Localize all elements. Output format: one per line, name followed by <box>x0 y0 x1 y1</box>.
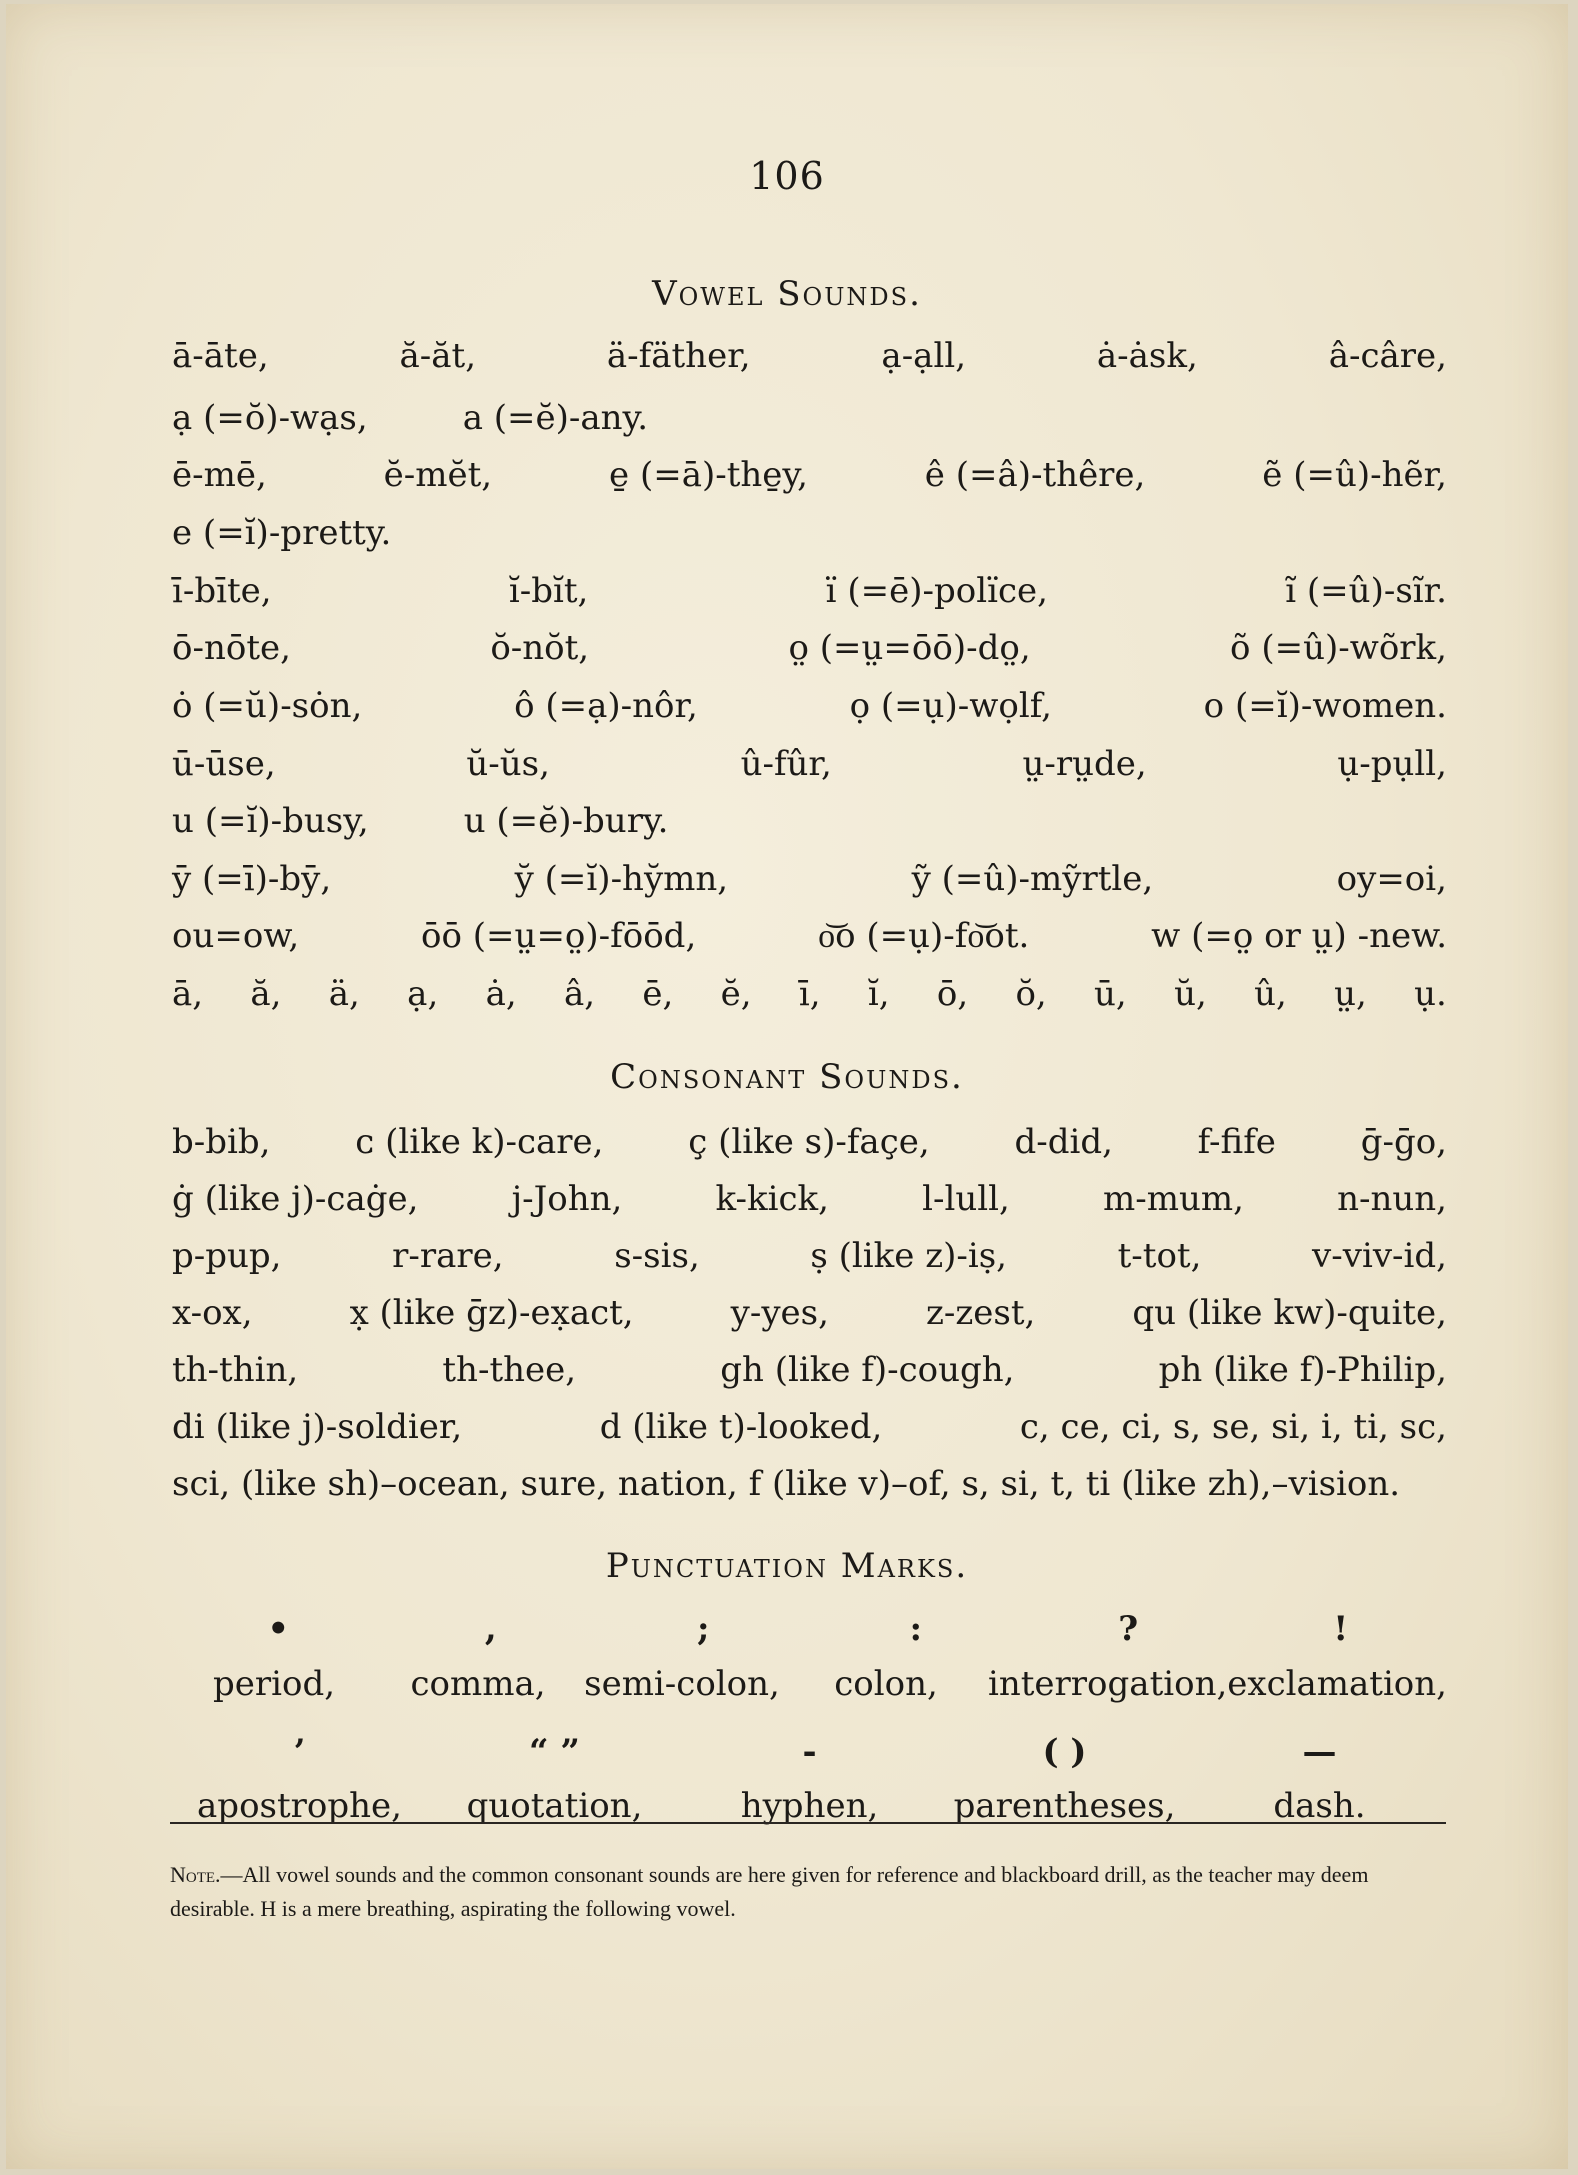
punctuation-names-row <box>172 1786 1447 1836</box>
vowel-row <box>172 801 1447 851</box>
punctuation-name: quotation, <box>466 1786 643 1826</box>
vowel-entry: ī, <box>798 974 821 1014</box>
vowel-row <box>172 974 1447 1024</box>
consonant-entry: j-John, <box>511 1179 623 1219</box>
vowel-entry: ī-bīte, <box>172 571 272 611</box>
consonant-entry: th-thee, <box>442 1350 577 1390</box>
vowel-entry: ê (=â)-thêre, <box>924 455 1146 495</box>
vowel-row <box>172 336 1447 386</box>
punctuation-symbol: • <box>267 1609 290 1649</box>
consonant-entry: f-fife <box>1197 1122 1276 1162</box>
punctuation-symbols-row <box>172 1609 1447 1659</box>
consonant-entry: s-sis, <box>614 1236 700 1276</box>
vowel-entry: ō, <box>936 974 969 1014</box>
consonant-entry: gh (like f)-cough, <box>720 1350 1015 1390</box>
vowel-row <box>172 916 1447 966</box>
vowel-entry: ạ (=ŏ)-wạs, <box>172 398 368 438</box>
consonant-entry: c, ce, ci, s, se, si, i, ti, sc, <box>1019 1407 1447 1447</box>
consonant-row <box>172 1407 1447 1457</box>
vowel-entry: ē-mē, <box>172 455 267 495</box>
consonant-entry: ᴄ (like k)-ᴄare, <box>355 1122 604 1162</box>
vowel-row <box>172 571 1447 621</box>
vowel-entry: ỹ (=û)-mỹrtle, <box>911 859 1154 899</box>
punctuation-symbol: ( ) <box>1042 1732 1087 1772</box>
punctuation-symbol: ? <box>1118 1609 1139 1649</box>
vowel-entry: e (=ĭ)-pretty. <box>172 513 392 553</box>
consonant-entry: r-rare, <box>392 1236 504 1276</box>
consonant-sounds-heading: Consonant Sounds. <box>610 1057 964 1097</box>
consonant-entry: ḡ-ḡo, <box>1360 1122 1447 1162</box>
vowel-entry: oy=oi, <box>1336 859 1447 899</box>
vowel-entry: ọ (=ụ)-wọlf, <box>849 686 1052 726</box>
consonant-entry: l-lull, <box>922 1179 1010 1219</box>
punctuation-symbol: : <box>909 1609 923 1649</box>
punctuation-symbol: ’ <box>293 1732 306 1772</box>
consonant-entry: qu (like kw)-quite, <box>1132 1293 1447 1333</box>
vowel-entry: ă-ăt, <box>399 336 477 376</box>
vowel-entry: ȯ (=ŭ)-sȯn, <box>172 686 363 726</box>
vowel-row <box>172 686 1447 736</box>
consonant-entry: ġ (like j)-caġe, <box>172 1179 419 1219</box>
vowel-row <box>172 744 1447 794</box>
vowel-entry: ū, <box>1094 974 1127 1014</box>
vowel-entry: ă, <box>250 974 282 1014</box>
consonant-entry: ph (like f)-Philip, <box>1158 1350 1447 1390</box>
vowel-entry: ĭ, <box>867 974 890 1014</box>
vowel-entry: ạ, <box>407 974 439 1014</box>
punctuation-name: period, <box>212 1664 336 1704</box>
vowel-entry: ĭ-bĭt, <box>508 571 589 611</box>
vowel-entry: õ (=û)-wõrk, <box>1230 628 1447 668</box>
vowel-entry: w (=o̤ or ṳ) -new. <box>1151 916 1447 956</box>
punctuation-symbol: , <box>484 1609 497 1649</box>
vowel-entry: ï (=ē)-polïce, <box>825 571 1048 611</box>
consonant-entry: di (like j)-soldier, <box>172 1407 463 1447</box>
consonant-entry: th-thin, <box>172 1350 299 1390</box>
footnote <box>170 1858 1446 1926</box>
consonant-entry: z-zest, <box>925 1293 1036 1333</box>
vowel-row <box>172 455 1447 505</box>
note-text: —All vowel sounds and the common consonant sounds are here given for reference and blackboard drill, as the teacher may deem desirable. H is a mere breathing, aspirating the following vowel. <box>170 1862 1369 1921</box>
vowel-entry: û-fûr, <box>740 744 832 784</box>
punctuation-name: dash. <box>1273 1786 1366 1826</box>
vowel-entry: ȳ (=ī)-bȳ, <box>172 859 332 899</box>
punctuation-name: parentheses, <box>953 1786 1176 1826</box>
vowel-entry: ō-nōte, <box>172 628 291 668</box>
vowel-entry: ā, <box>172 974 204 1014</box>
vowel-entry: ē, <box>642 974 674 1014</box>
vowel-entry: a (=ĕ)-any. <box>462 398 649 438</box>
vowel-row <box>172 513 1447 563</box>
vowel-entry: u (=ĕ)-bury. <box>463 801 669 841</box>
consonant-row <box>172 1179 1447 1229</box>
vowel-entry: ä, <box>328 974 360 1014</box>
consonant-entry: k-kick, <box>715 1179 829 1219</box>
vowel-entry: y̆ (=ĭ)-hy̆mn, <box>514 859 729 899</box>
consonant-entry: t-tot, <box>1117 1236 1202 1276</box>
punctuation-symbol: — <box>1302 1732 1337 1772</box>
consonant-entry: ç (like s)-façe, <box>688 1122 930 1162</box>
page-number: 106 <box>749 154 825 198</box>
punctuation-symbol: ; <box>696 1609 710 1649</box>
punctuation-symbol: “ ” <box>529 1732 580 1772</box>
punctuation-name: colon, <box>834 1664 938 1704</box>
consonant-row <box>172 1293 1447 1343</box>
vowel-entry: ou=ow, <box>172 916 300 956</box>
vowel-entry: ȧ-ȧsk, <box>1096 336 1198 376</box>
vowel-entry: ä-fäther, <box>606 336 751 376</box>
punctuation-name: exclamation, <box>1227 1664 1447 1704</box>
punctuation-symbol: ! <box>1333 1609 1349 1649</box>
consonant-entry: d-did, <box>1014 1122 1113 1162</box>
vowel-entry: ĩ (=û)-sĩr. <box>1285 571 1447 611</box>
vowel-entry: ōō (=ṳ=o̤)-fōōd, <box>421 916 697 956</box>
vowel-entry: ȧ, <box>485 974 517 1014</box>
consonant-entry: v-viv-id, <box>1312 1236 1447 1276</box>
punctuation-name: hyphen, <box>740 1786 879 1826</box>
consonant-entry: p-pup, <box>172 1236 282 1276</box>
punctuation-name: semi-colon, <box>584 1664 780 1704</box>
vowel-entry: â-câre, <box>1328 336 1447 376</box>
punctuation-symbol: - <box>802 1732 817 1772</box>
vowel-entry: ẽ (=û)-hẽr, <box>1262 455 1447 495</box>
consonant-row <box>172 1122 1447 1172</box>
vowel-entry: o̤ (=ṳ=ōō)-do̤, <box>788 628 1031 668</box>
vowel-entry: â, <box>563 974 596 1014</box>
consonant-row <box>172 1236 1447 1286</box>
punctuation-name: interrogation, <box>988 1664 1228 1704</box>
vowel-entry: ŏ, <box>1015 974 1047 1014</box>
punctuation-name: apostrophe, <box>197 1786 402 1826</box>
book-page <box>6 4 1568 2169</box>
vowel-sounds-heading: Vowel Sounds. <box>652 274 922 314</box>
vowel-entry: o͝o (=ụ)-fo͝ot. <box>818 916 1030 956</box>
vowel-row <box>172 398 1447 448</box>
vowel-entry: e̱ (=ā)-the̱y, <box>609 455 808 495</box>
consonant-entry: d (like t)-looked, <box>599 1407 883 1447</box>
vowel-entry: ṳ-rṳde, <box>1022 744 1147 784</box>
vowel-entry: ŭ, <box>1174 974 1207 1014</box>
punctuation-marks-heading: Punctuation Marks. <box>605 1546 969 1586</box>
vowel-entry: u (=ĭ)-busy, <box>172 801 369 841</box>
consonant-entry: x̣ (like ḡz)-ex̣act, <box>349 1293 634 1333</box>
consonant-entry: m-mum, <box>1102 1179 1244 1219</box>
vowel-entry: ô (=ạ)-nôr, <box>514 686 698 726</box>
vowel-row <box>172 628 1447 678</box>
consonant-entry: x-ox, <box>172 1293 253 1333</box>
punctuation-name: comma, <box>410 1664 546 1704</box>
vowel-entry: ĕ, <box>720 974 752 1014</box>
consonant-entry: b-bib, <box>172 1122 271 1162</box>
vowel-entry: û, <box>1254 974 1287 1014</box>
vowel-entry: ū-ūse, <box>172 744 276 784</box>
vowel-entry: ụ-pụll, <box>1337 744 1447 784</box>
note-divider <box>170 1822 1446 1824</box>
vowel-entry: ŭ-ŭs, <box>466 744 550 784</box>
vowel-row <box>172 859 1447 909</box>
punctuation-symbols-row <box>172 1732 1447 1782</box>
vowel-entry: ạ-ạll, <box>881 336 967 376</box>
vowel-entry: ā-āte, <box>172 336 269 376</box>
vowel-entry: ĕ-mĕt, <box>383 455 493 495</box>
consonant-entry: n-nun, <box>1337 1179 1447 1219</box>
consonant-entry: ṣ (like z)-iṣ, <box>810 1236 1007 1276</box>
consonant-row <box>172 1464 1447 1514</box>
vowel-entry: o (=ĭ)-women. <box>1203 686 1447 726</box>
note-label: Note. <box>170 1862 221 1887</box>
vowel-entry: ụ. <box>1414 974 1447 1014</box>
vowel-entry: ŏ-nŏt, <box>490 628 590 668</box>
consonant-entry: sci, (like sh)–ocean, sure, nation, f (like v)–of, s, si, t, ti (like zh),–vision. <box>172 1464 1401 1504</box>
consonant-row <box>172 1350 1447 1400</box>
punctuation-names-row <box>172 1664 1447 1714</box>
consonant-entry: y-yes, <box>730 1293 829 1333</box>
vowel-entry: ṳ, <box>1334 974 1367 1014</box>
